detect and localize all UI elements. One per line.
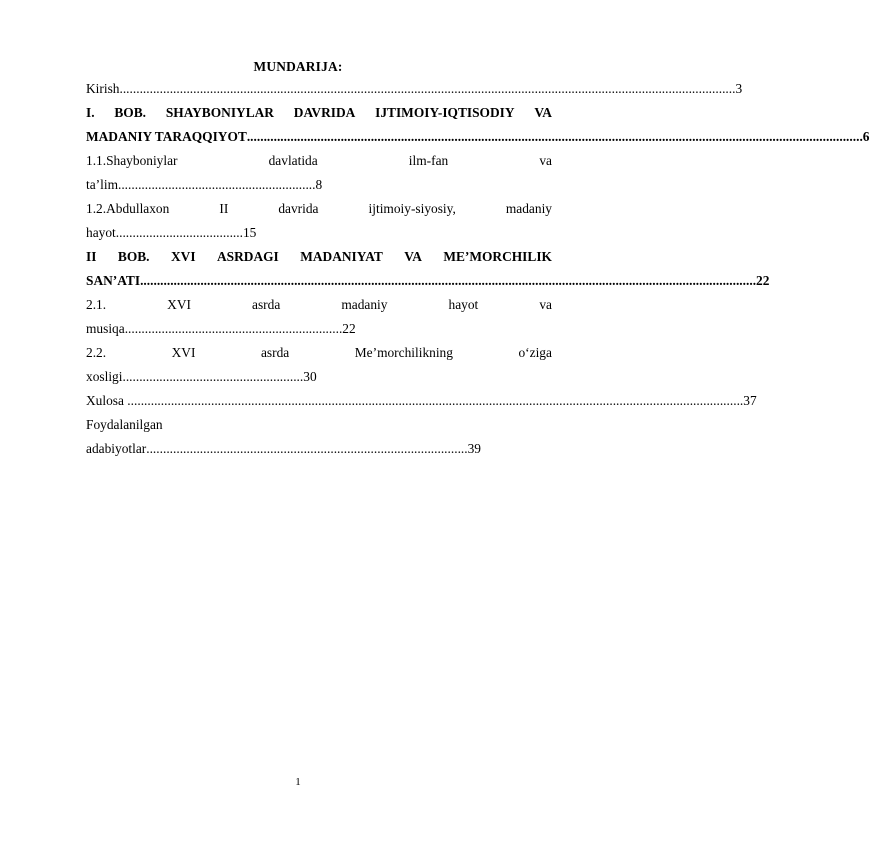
toc-word: 1.2.Abdullaxon	[86, 201, 170, 216]
page-title: MUNDARIJA:	[253, 59, 343, 74]
toc-page-number: 30	[303, 369, 317, 384]
toc-entry-xulosa[interactable]	[86, 389, 757, 413]
dot-leader: ........................................................................................................................................................................................	[140, 273, 757, 288]
toc-word: IJTIMOIY-IQTISODIY	[375, 105, 515, 120]
toc-page-number: 22	[342, 321, 356, 336]
toc-entry-label: Xulosa	[86, 393, 128, 408]
toc-page-number: 15	[242, 225, 257, 240]
table-of-contents	[86, 77, 870, 461]
toc-word: madaniy	[505, 201, 552, 216]
toc-entry-label: xosligi	[86, 369, 123, 384]
toc-word: 2.1.	[86, 297, 107, 312]
toc-entry-label: SAN’ATI	[86, 273, 141, 288]
toc-word: I.	[86, 105, 95, 120]
toc-word: ijtimoiy-siyosiy,	[368, 201, 456, 216]
toc-word: SHAYBONIYLAR	[165, 105, 274, 120]
toc-word: DAVRIDA	[293, 105, 356, 120]
toc-entry-1-1[interactable]	[86, 149, 552, 173]
toc-word: MADANIYAT	[300, 249, 383, 264]
toc-word: asrda	[252, 297, 281, 312]
toc-entry-label: ta’lim	[86, 177, 118, 192]
toc-entry-chapter-2-cont[interactable]	[86, 269, 770, 293]
toc-word: VA	[534, 105, 552, 120]
toc-page-number: 37	[743, 393, 757, 408]
toc-page-number: 8	[315, 177, 323, 192]
dot-leader: ........................................................................................................................................................................................	[246, 129, 863, 144]
toc-word: asrda	[260, 345, 290, 360]
toc-entry-chapter-1[interactable]	[86, 101, 552, 125]
toc-word: ilm-fan	[408, 153, 449, 168]
toc-entry-adabiyotlar[interactable]	[86, 413, 552, 437]
page-number: 1	[295, 776, 301, 788]
toc-word: va	[539, 297, 552, 312]
toc-word: o‘ziga	[518, 345, 552, 360]
toc-entry-1-2-cont[interactable]	[86, 221, 552, 245]
toc-entry-1-2[interactable]	[86, 197, 552, 221]
dot-leader: ........................................................................................................................................................................................	[119, 81, 736, 96]
toc-word: VA	[404, 249, 422, 264]
toc-word: Me’morchilikning	[354, 345, 453, 360]
toc-word: XVI	[167, 297, 191, 312]
toc-word: 2.2.	[86, 345, 107, 360]
dot-leader: ........................................................................................................................................................................................	[127, 393, 744, 408]
dot-leader: ......................................................	[122, 369, 304, 384]
toc-word: XVI	[171, 345, 196, 360]
toc-entry-label: musiqa	[86, 321, 125, 336]
dot-leader: ................................................................................................	[146, 441, 468, 456]
toc-word: davlatida	[268, 153, 318, 168]
toc-page-number: 6	[862, 129, 870, 144]
toc-entry-label: hayot	[86, 225, 116, 240]
toc-entry-label: MADANIY TARAQQIYOT	[86, 129, 247, 144]
toc-page-number: 39	[467, 441, 481, 456]
toc-word: davrida	[278, 201, 319, 216]
toc-word: ASRDAGI	[217, 249, 279, 264]
toc-page-number: 22	[756, 273, 770, 288]
toc-word: XVI	[170, 249, 196, 264]
toc-entry-label: adabiyotlar	[86, 441, 147, 456]
toc-entry-2-2-cont[interactable]	[86, 365, 552, 389]
toc-word: madaniy	[341, 297, 388, 312]
toc-word: ME’MORCHILIK	[443, 249, 552, 264]
toc-entry-2-2[interactable]	[86, 341, 552, 365]
toc-entry-chapter-2[interactable]	[86, 245, 552, 269]
toc-word: hayot	[448, 297, 479, 312]
toc-word: va	[539, 153, 552, 168]
toc-page-number: 3	[735, 81, 743, 96]
toc-entry-label: Foydalanilgan	[86, 417, 163, 432]
dot-leader: .................................................................	[124, 321, 343, 336]
dot-leader: ......................................	[115, 225, 243, 240]
toc-word: BOB.	[117, 249, 150, 264]
toc-entry-chapter-1-cont[interactable]	[86, 125, 870, 149]
toc-entry-2-1[interactable]	[86, 293, 552, 317]
toc-word: BOB.	[114, 105, 147, 120]
toc-word: II	[86, 249, 97, 264]
toc-entry-adabiyotlar-cont[interactable]	[86, 437, 552, 461]
toc-entry-1-1-cont[interactable]	[86, 173, 552, 197]
toc-entry-label: Kirish	[86, 81, 120, 96]
dot-leader: ...........................................................	[117, 177, 316, 192]
toc-word: 1.1.Shayboniylar	[86, 153, 178, 168]
toc-entry-kirish[interactable]	[86, 77, 743, 101]
toc-entry-2-1-cont[interactable]	[86, 317, 552, 341]
toc-word: II	[219, 201, 229, 216]
